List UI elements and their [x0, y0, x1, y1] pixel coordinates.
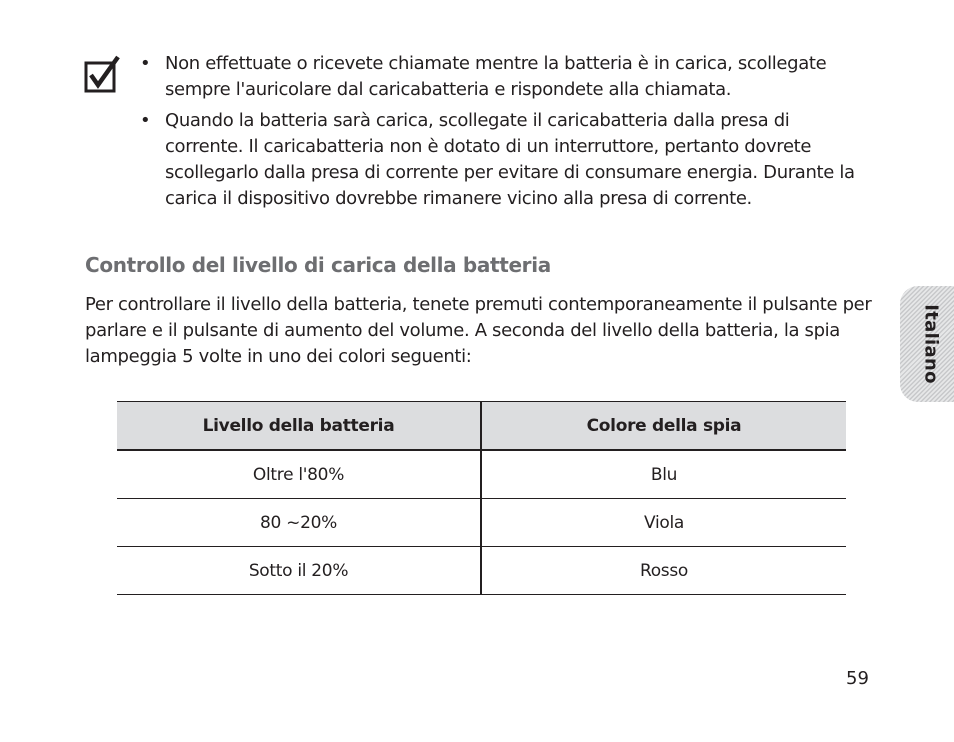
table-header-row [117, 402, 846, 451]
checkbox-note-icon [84, 55, 122, 93]
section-paragraph: Per controllare il livello della batteria, tenete premuti contemporaneamente il pulsante per parlare e il pulsante di aumento del volume. A seconda del livello della batteria, la spia lampeggia 5 volte in uno dei colori seguenti: [85, 294, 872, 367]
table-cell: Sotto il 20% [117, 547, 481, 595]
table-cell: Viola [481, 499, 846, 547]
table-cell: Rosso [481, 547, 846, 595]
page-number: 59 [846, 668, 869, 689]
column-header: Colore della spia [481, 402, 846, 451]
table-row [117, 499, 846, 547]
language-tab-label: Italiano [920, 304, 942, 384]
battery-level-table [117, 401, 846, 595]
table-row [117, 450, 846, 499]
table-cell: Blu [481, 450, 846, 499]
bullet-icon: • [140, 110, 151, 131]
table-cell: 80 ~20% [117, 499, 481, 547]
section-heading: Controllo del livello di carica della batteria [85, 253, 551, 277]
table-cell: Oltre l'80% [117, 450, 481, 499]
note-text: Non effettuate o ricevete chiamate mentre la batteria è in carica, scollegate sempre l'auricolare dal caricabatteria e rispondete alla chiamata. [165, 53, 827, 100]
note-item [140, 51, 870, 103]
table-row [117, 547, 846, 595]
note-text: Quando la batteria sarà carica, scollegate il caricabatteria dalla presa di corrente. Il caricabatteria non è dotato di un interruttore, pertanto dovrete scollegarlo dalla presa di corrente per evitare di consumare energia. Durante la carica il dispositivo dovrebbe rimanere vicino alla presa di corrente. [165, 110, 855, 209]
notes-list [140, 51, 870, 217]
bullet-icon: • [140, 53, 151, 74]
column-header: Livello della batteria [117, 402, 481, 451]
note-item [140, 108, 870, 212]
